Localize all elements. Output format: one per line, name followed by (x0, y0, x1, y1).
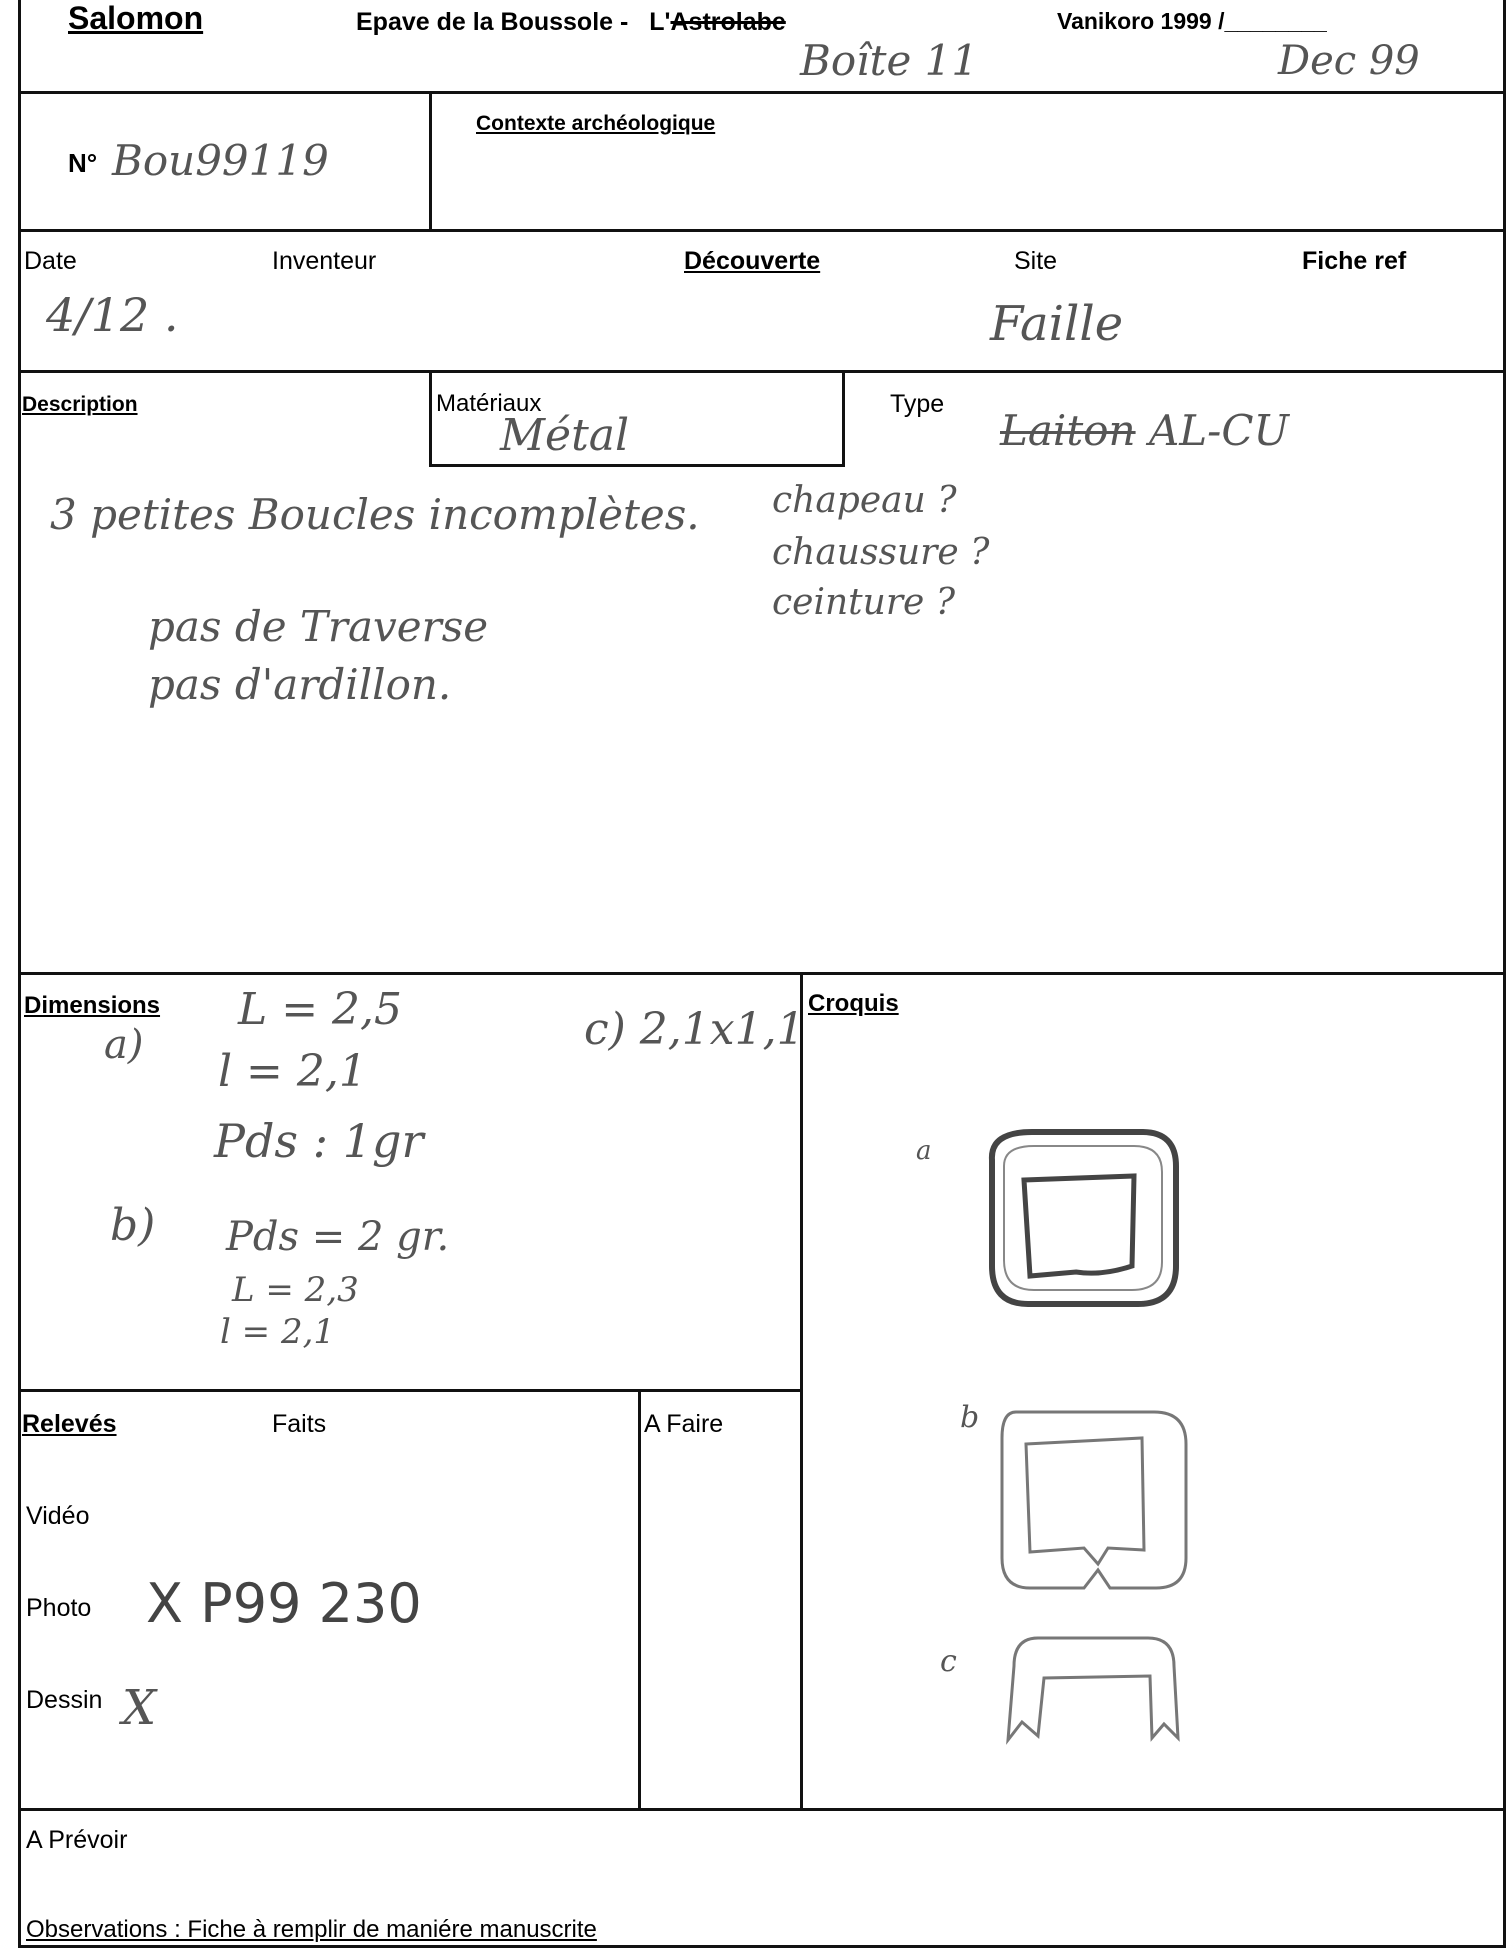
handwritten-dim-b-width: l = 2,1 (220, 1312, 336, 1352)
handwritten-dim-a-weight: Pds : 1gr (214, 1114, 424, 1168)
handwritten-photo-ref: X P99 230 (146, 1572, 422, 1635)
sheet-title (356, 8, 786, 37)
handwritten-dim-c: c) 2,1x1,1 (584, 1004, 805, 1055)
handwritten-dim-a: a) (104, 1022, 144, 1068)
handwritten-type (1000, 406, 1289, 455)
afaire-label: A Faire (644, 1410, 724, 1438)
faits-label: Faits (272, 1410, 327, 1438)
inventeur-label: Inventeur (272, 247, 377, 275)
handwritten-croquis-a: a (916, 1136, 932, 1166)
handwritten-croquis-b: b (960, 1400, 980, 1435)
ship-name-struck: Astrolabe (670, 8, 786, 36)
logo-text: Salomon (68, 0, 204, 36)
divider-description (18, 972, 1506, 975)
context-label: Contexte archéologique (476, 112, 716, 135)
photo-label: Photo (26, 1594, 92, 1622)
handwritten-site: Faille (990, 296, 1124, 352)
divider-discovery (18, 370, 1506, 373)
ship-prefix: L' (649, 8, 671, 36)
handwritten-dim-a-width: l = 2,1 (218, 1046, 367, 1097)
divider-materiaux-bottom (429, 464, 845, 467)
divider-id (18, 229, 1506, 232)
divider-dimensions (18, 1389, 803, 1392)
handwritten-dim-b-weight: Pds = 2 gr. (226, 1214, 450, 1260)
sketch-buckle-a (972, 1126, 1192, 1326)
croquis-label: Croquis (808, 990, 899, 1017)
observations-text: Observations : Fiche à remplir de maniére manuscrite (26, 1916, 597, 1943)
handwritten-description-line1: 3 petites Boucles incomplètes. (50, 490, 700, 539)
handwritten-description-line2: pas de Traverse (148, 602, 489, 651)
handwritten-header-date: Dec 99 (1278, 38, 1420, 84)
sketch-buckle-c (994, 1626, 1194, 1756)
divider-header (18, 91, 1506, 94)
handwritten-number: Bou99119 (112, 136, 329, 185)
number-label: N° (68, 148, 98, 178)
divider-footer (18, 1808, 1506, 1811)
materiaux-label: Matériaux (436, 390, 542, 417)
dessin-label: Dessin (26, 1686, 103, 1714)
handwritten-note-ceinture: ceinture ? (772, 582, 956, 623)
handwritten-materiaux: Métal (500, 410, 630, 461)
handwritten-note-chaussure: chaussure ? (772, 532, 990, 573)
handwritten-dim-b: b) (110, 1200, 156, 1251)
fiche-ref-label: Fiche ref (1302, 247, 1407, 275)
handwritten-dim-b-length: L = 2,3 (232, 1270, 359, 1310)
site-label: Site (1014, 247, 1058, 275)
divider-materiaux-right (842, 370, 845, 467)
handwritten-type-struck: Laiton (1000, 406, 1136, 455)
divider-id-vertical (429, 91, 432, 231)
divider-afaire (638, 1389, 641, 1810)
sheet-title-text: Epave de la Boussole - (356, 8, 636, 36)
handwritten-boite: Boîte 11 (800, 36, 979, 85)
campaign-label: Vanikoro 1999 /________ (1057, 8, 1327, 34)
decouverte-label: Découverte (684, 247, 821, 275)
handwritten-date: 4/12 . (46, 288, 179, 342)
divider-materiaux-left (429, 370, 432, 467)
handwritten-dim-a-length: L = 2,5 (238, 984, 403, 1035)
handwritten-croquis-c: c (940, 1644, 957, 1679)
handwritten-dessin-mark: X (122, 1680, 157, 1736)
handwritten-type-value: AL-CU (1148, 406, 1289, 455)
type-label: Type (890, 390, 945, 418)
date-label: Date (24, 247, 77, 275)
video-label: Vidéo (26, 1502, 90, 1530)
handwritten-note-chapeau: chapeau ? (772, 480, 957, 521)
sketch-buckle-b (990, 1398, 1190, 1608)
aprevoir-label: A Prévoir (26, 1826, 128, 1854)
dimensions-label: Dimensions (24, 992, 161, 1019)
releves-label: Relevés (22, 1410, 117, 1438)
handwritten-description-line3: pas d'ardillon. (148, 660, 452, 709)
description-label: Description (22, 393, 138, 416)
